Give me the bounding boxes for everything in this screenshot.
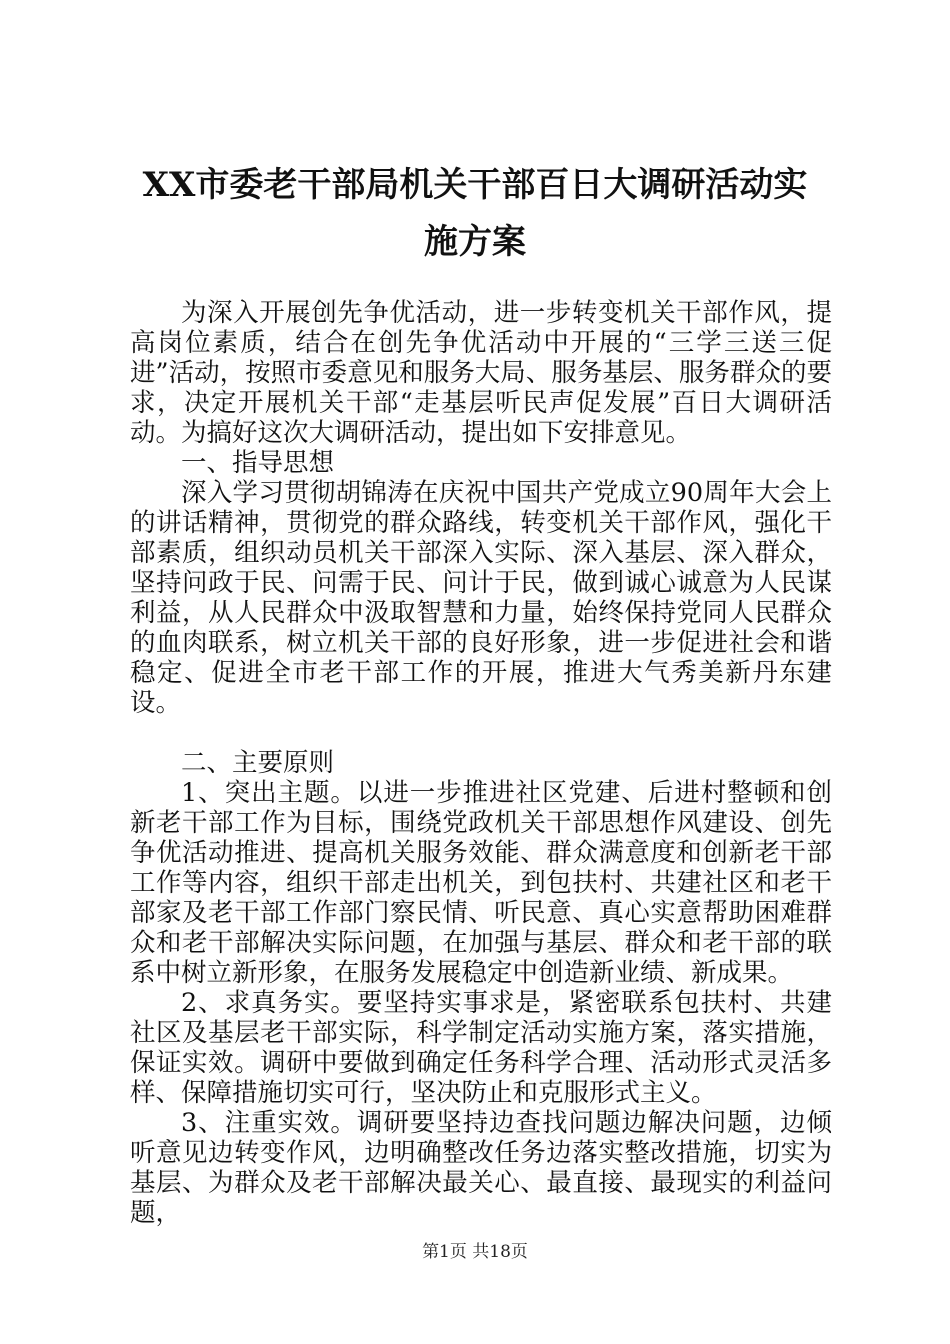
document-title-line-1: XX市委老干部局机关干部百日大调研活动实: [142, 165, 808, 205]
principle-3-paragraph: 3、注重实效。调研要坚持边查找问题边解决问题，边倾听意见边转变作风，边明确整改任务边落实整改措施，切实为基层、为群众及老干部解决最关心、最直接、最现实的利益问题，: [130, 1108, 832, 1228]
principle-2-paragraph: 2、求真务实。要坚持实事求是，紧密联系包扶村、共建社区及基层老干部实际，科学制定活动实施方案，落实措施，保证实效。调研中要做到确定任务科学合理、活动形式灵活多样、保障措施切实可行，坚决防止和克服形式主义。: [130, 988, 832, 1108]
document-title-line-2: 施方案: [424, 222, 526, 262]
document-body: [130, 298, 832, 1228]
page-number-footer: 第1页 共18页: [422, 1242, 528, 1262]
intro-paragraph: 为深入开展创先争优活动，进一步转变机关干部作风，提高岗位素质，结合在创先争优活动中开展的“三学三送三促进”活动，按照市委意见和服务大局、服务基层、服务群众的要求，决定开展机关干部“走基层听民声促发展”百日大调研活动。为搞好这次大调研活动，提出如下安排意见。: [130, 298, 832, 448]
paragraph-spacer: [130, 718, 832, 748]
section-heading-main-principles: 二、主要原则: [181, 748, 335, 778]
guiding-ideology-paragraph: 深入学习贯彻胡锦涛在庆祝中国共产党成立90周年大会上的讲话精神，贯彻党的群众路线，转变机关干部作风，强化干部素质，组织动员机关干部深入实际、深入基层、深入群众，坚持问政于民、问需于民、问计于民，做到诚心诚意为人民谋利益，从人民群众中汲取智慧和力量，始终保持党同人民群众的血肉联系，树立机关干部的良好形象，进一步促进社会和谐稳定、促进全市老干部工作的开展，推进大气秀美新丹东建设。: [130, 478, 832, 718]
section-heading-guiding-ideology: 一、指导思想: [181, 448, 335, 478]
principle-1-paragraph: 1、突出主题。以进一步推进社区党建、后进村整顿和创新老干部工作为目标，围绕党政机关干部思想作风建设、创先争优活动推进、提高机关服务效能、群众满意度和创新老干部工作等内容，组织干部走出机关，到包扶村、共建社区和老干部家及老干部工作部门察民情、听民意、真心实意帮助困难群众和老干部解决实际问题，在加强与基层、群众和老干部的联系中树立新形象，在服务发展稳定中创造新业绩、新成果。: [130, 778, 832, 988]
